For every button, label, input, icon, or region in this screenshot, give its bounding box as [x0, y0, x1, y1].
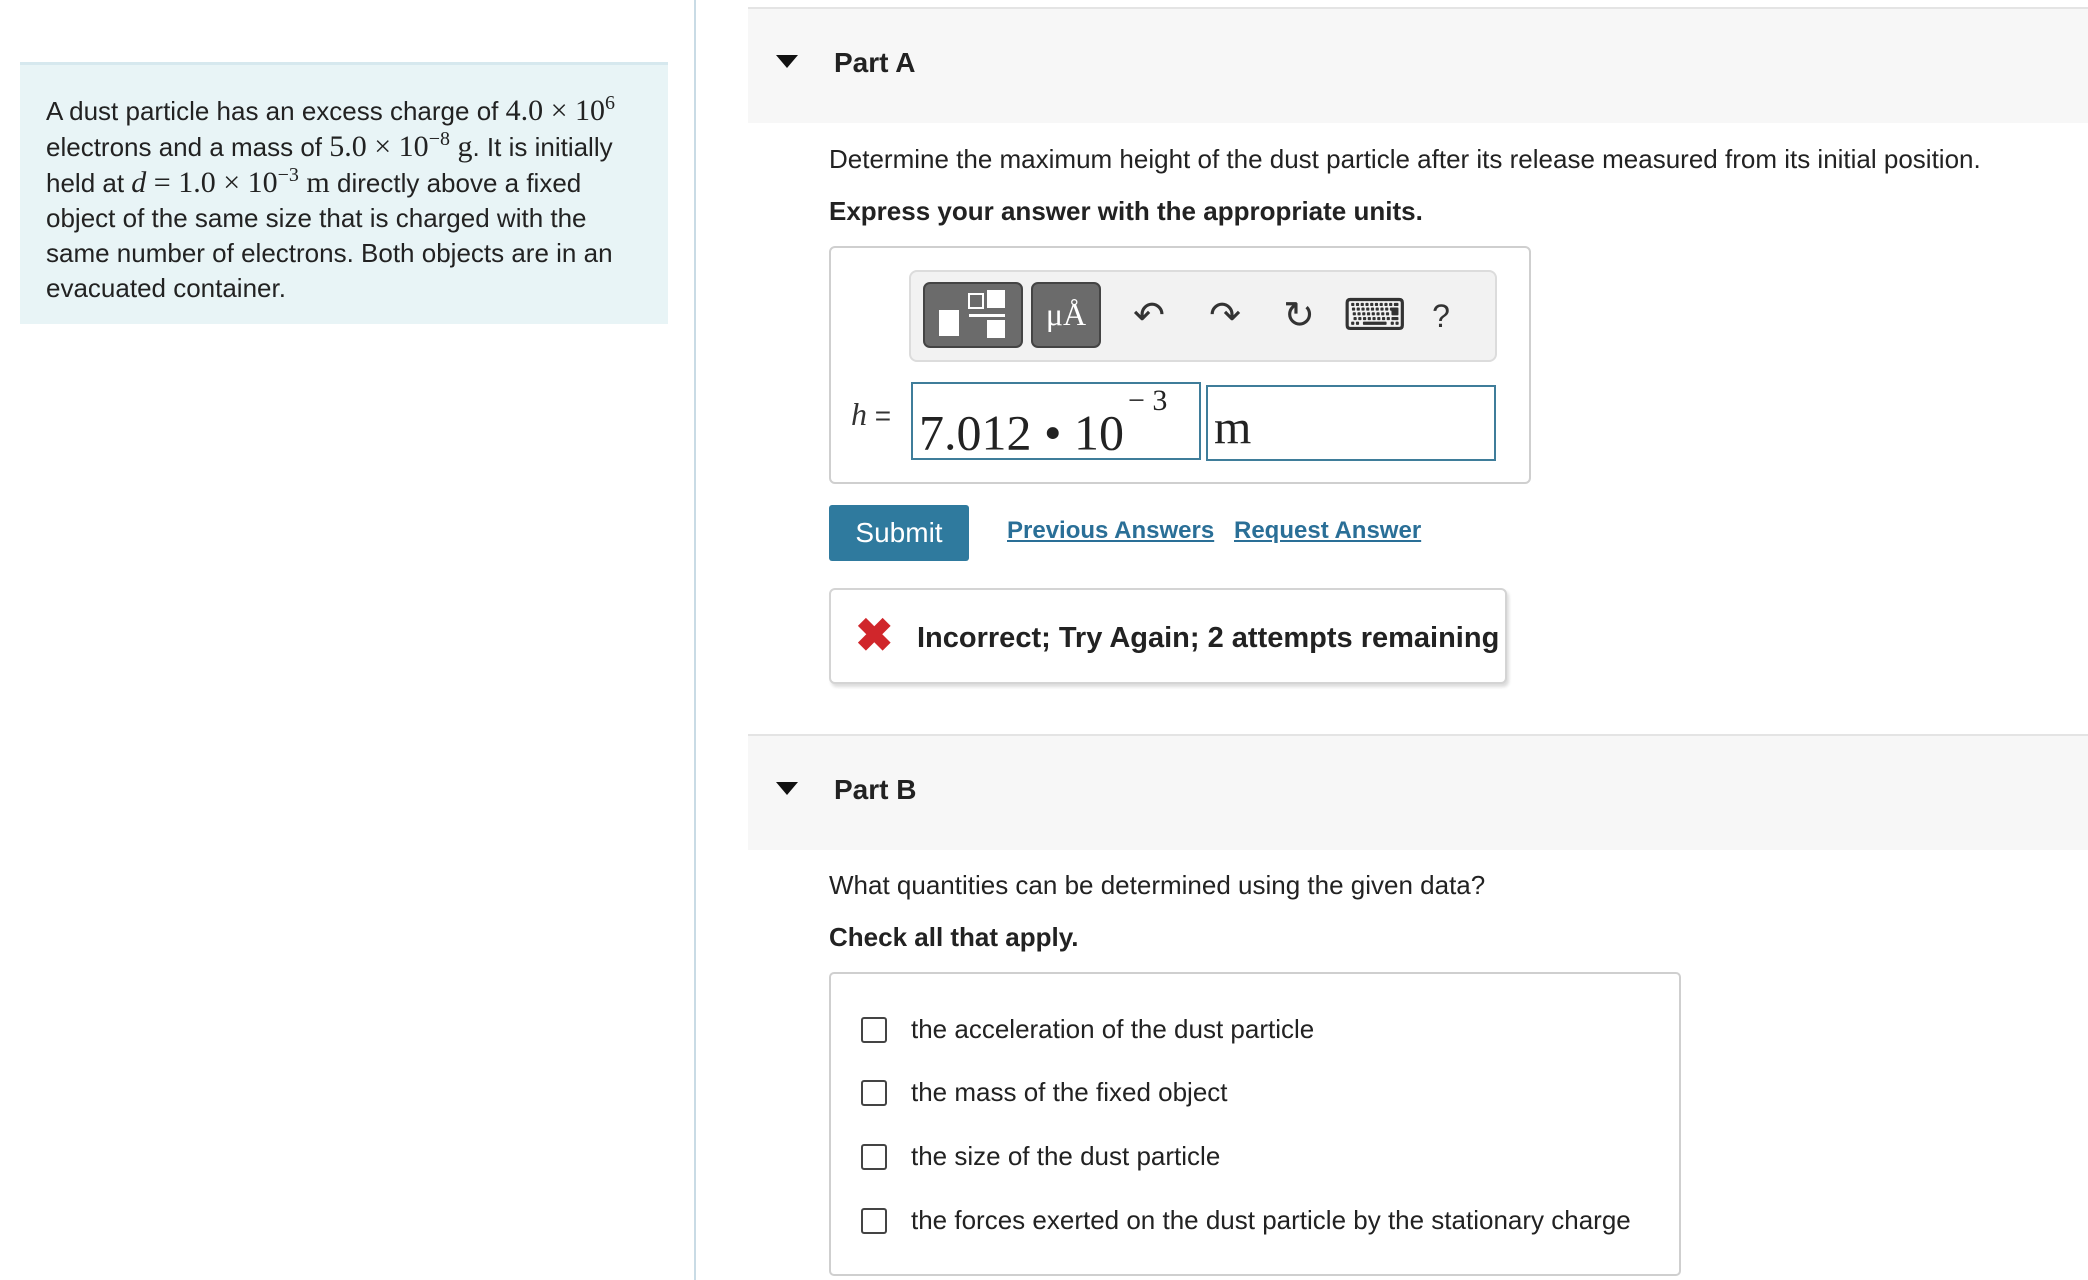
templates-icon [925, 284, 1021, 346]
feedback-text: Incorrect; Try Again; 2 attempts remaining [917, 622, 1500, 654]
reset-icon[interactable]: ↻ [1283, 295, 1315, 337]
problem-pane [0, 0, 696, 1280]
distance-math [131, 166, 329, 199]
undo-icon[interactable]: ↶ [1133, 295, 1165, 337]
request-answer-link[interactable]: Request Answer [1234, 517, 1422, 544]
mass-exponent: −8 [428, 128, 450, 150]
checkbox[interactable] [861, 1017, 887, 1043]
charge-math [506, 94, 615, 127]
collapse-triangle-icon[interactable] [776, 55, 798, 68]
math-toolbar [909, 270, 1497, 362]
distance-exponent: −3 [277, 164, 299, 186]
part-b-header[interactable] [748, 734, 2088, 850]
unit-input[interactable] [1206, 385, 1496, 461]
option-label[interactable]: the mass of the fixed object [911, 1077, 1228, 1107]
distance-base: = 1.0 × 10 [146, 166, 278, 199]
mass-math [329, 130, 472, 163]
problem-text: directly above a fixed [329, 168, 582, 198]
option-label[interactable]: the size of the dust particle [911, 1141, 1221, 1171]
value-exponent: − 3 [1128, 384, 1168, 417]
units-label: μÅ [1045, 296, 1087, 332]
problem-statement [20, 62, 668, 324]
part-a-instruction: Express your answer with the appropriate units. [829, 196, 1423, 226]
variable-label [851, 396, 891, 433]
charge-exponent: 6 [605, 92, 616, 114]
templates-button[interactable] [923, 282, 1023, 348]
problem-line-5: same number of electrons. Both objects are in an [46, 238, 613, 268]
distance-unit: m [298, 166, 330, 199]
option-label[interactable]: the acceleration of the dust particle [911, 1014, 1315, 1044]
submit-button[interactable]: Submit [829, 505, 969, 561]
problem-line-3 [46, 165, 642, 201]
previous-answers-link[interactable]: Previous Answers [1007, 517, 1215, 544]
feedback-box [829, 588, 1507, 684]
problem-line-4: object of the same size that is charged with the [46, 203, 587, 233]
checkbox[interactable] [861, 1208, 887, 1234]
units-button[interactable] [1031, 282, 1101, 348]
value-base: 7.012 • 10 [919, 404, 1125, 461]
mass-unit: g [449, 130, 473, 163]
redo-icon[interactable]: ↷ [1209, 295, 1241, 337]
part-a-header[interactable] [748, 7, 2088, 123]
variable-name: h [851, 396, 867, 432]
charge-base: 4.0 × 10 [505, 94, 606, 127]
problem-text: . It is initially [472, 132, 613, 162]
checkbox[interactable] [861, 1144, 887, 1170]
problem-line-6: evacuated container. [46, 273, 286, 303]
problem-text: held at [46, 168, 132, 198]
incorrect-icon: ✖ [855, 609, 894, 661]
value-input[interactable] [911, 382, 1201, 460]
part-a-title: Part A [834, 47, 916, 78]
checkbox[interactable] [861, 1080, 887, 1106]
mass-base: 5.0 × 10 [329, 130, 429, 163]
part-b-instruction: Check all that apply. [829, 922, 1079, 952]
answer-panel [829, 246, 1531, 484]
collapse-triangle-icon[interactable] [776, 782, 798, 795]
keyboard-icon[interactable]: ⌨ [1343, 291, 1407, 340]
part-b-question: What quantities can be determined using the given data? [829, 870, 1486, 900]
problem-line-2 [46, 129, 642, 165]
distance-var: d [131, 166, 147, 199]
equals-sign: = [867, 400, 892, 431]
options-list [829, 972, 1681, 1276]
part-a-question: Determine the maximum height of the dust particle after its release measured from its initial position. [829, 144, 1981, 174]
help-icon[interactable]: ? [1432, 298, 1450, 334]
problem-text: A dust particle has an excess charge of [46, 96, 506, 126]
option-label[interactable]: the forces exerted on the dust particle by the stationary charge [911, 1205, 1631, 1235]
problem-line-1 [46, 93, 642, 129]
problem-text: electrons and a mass of [46, 132, 330, 162]
part-b-title: Part B [834, 774, 917, 805]
unit-value: m [1214, 401, 1252, 454]
